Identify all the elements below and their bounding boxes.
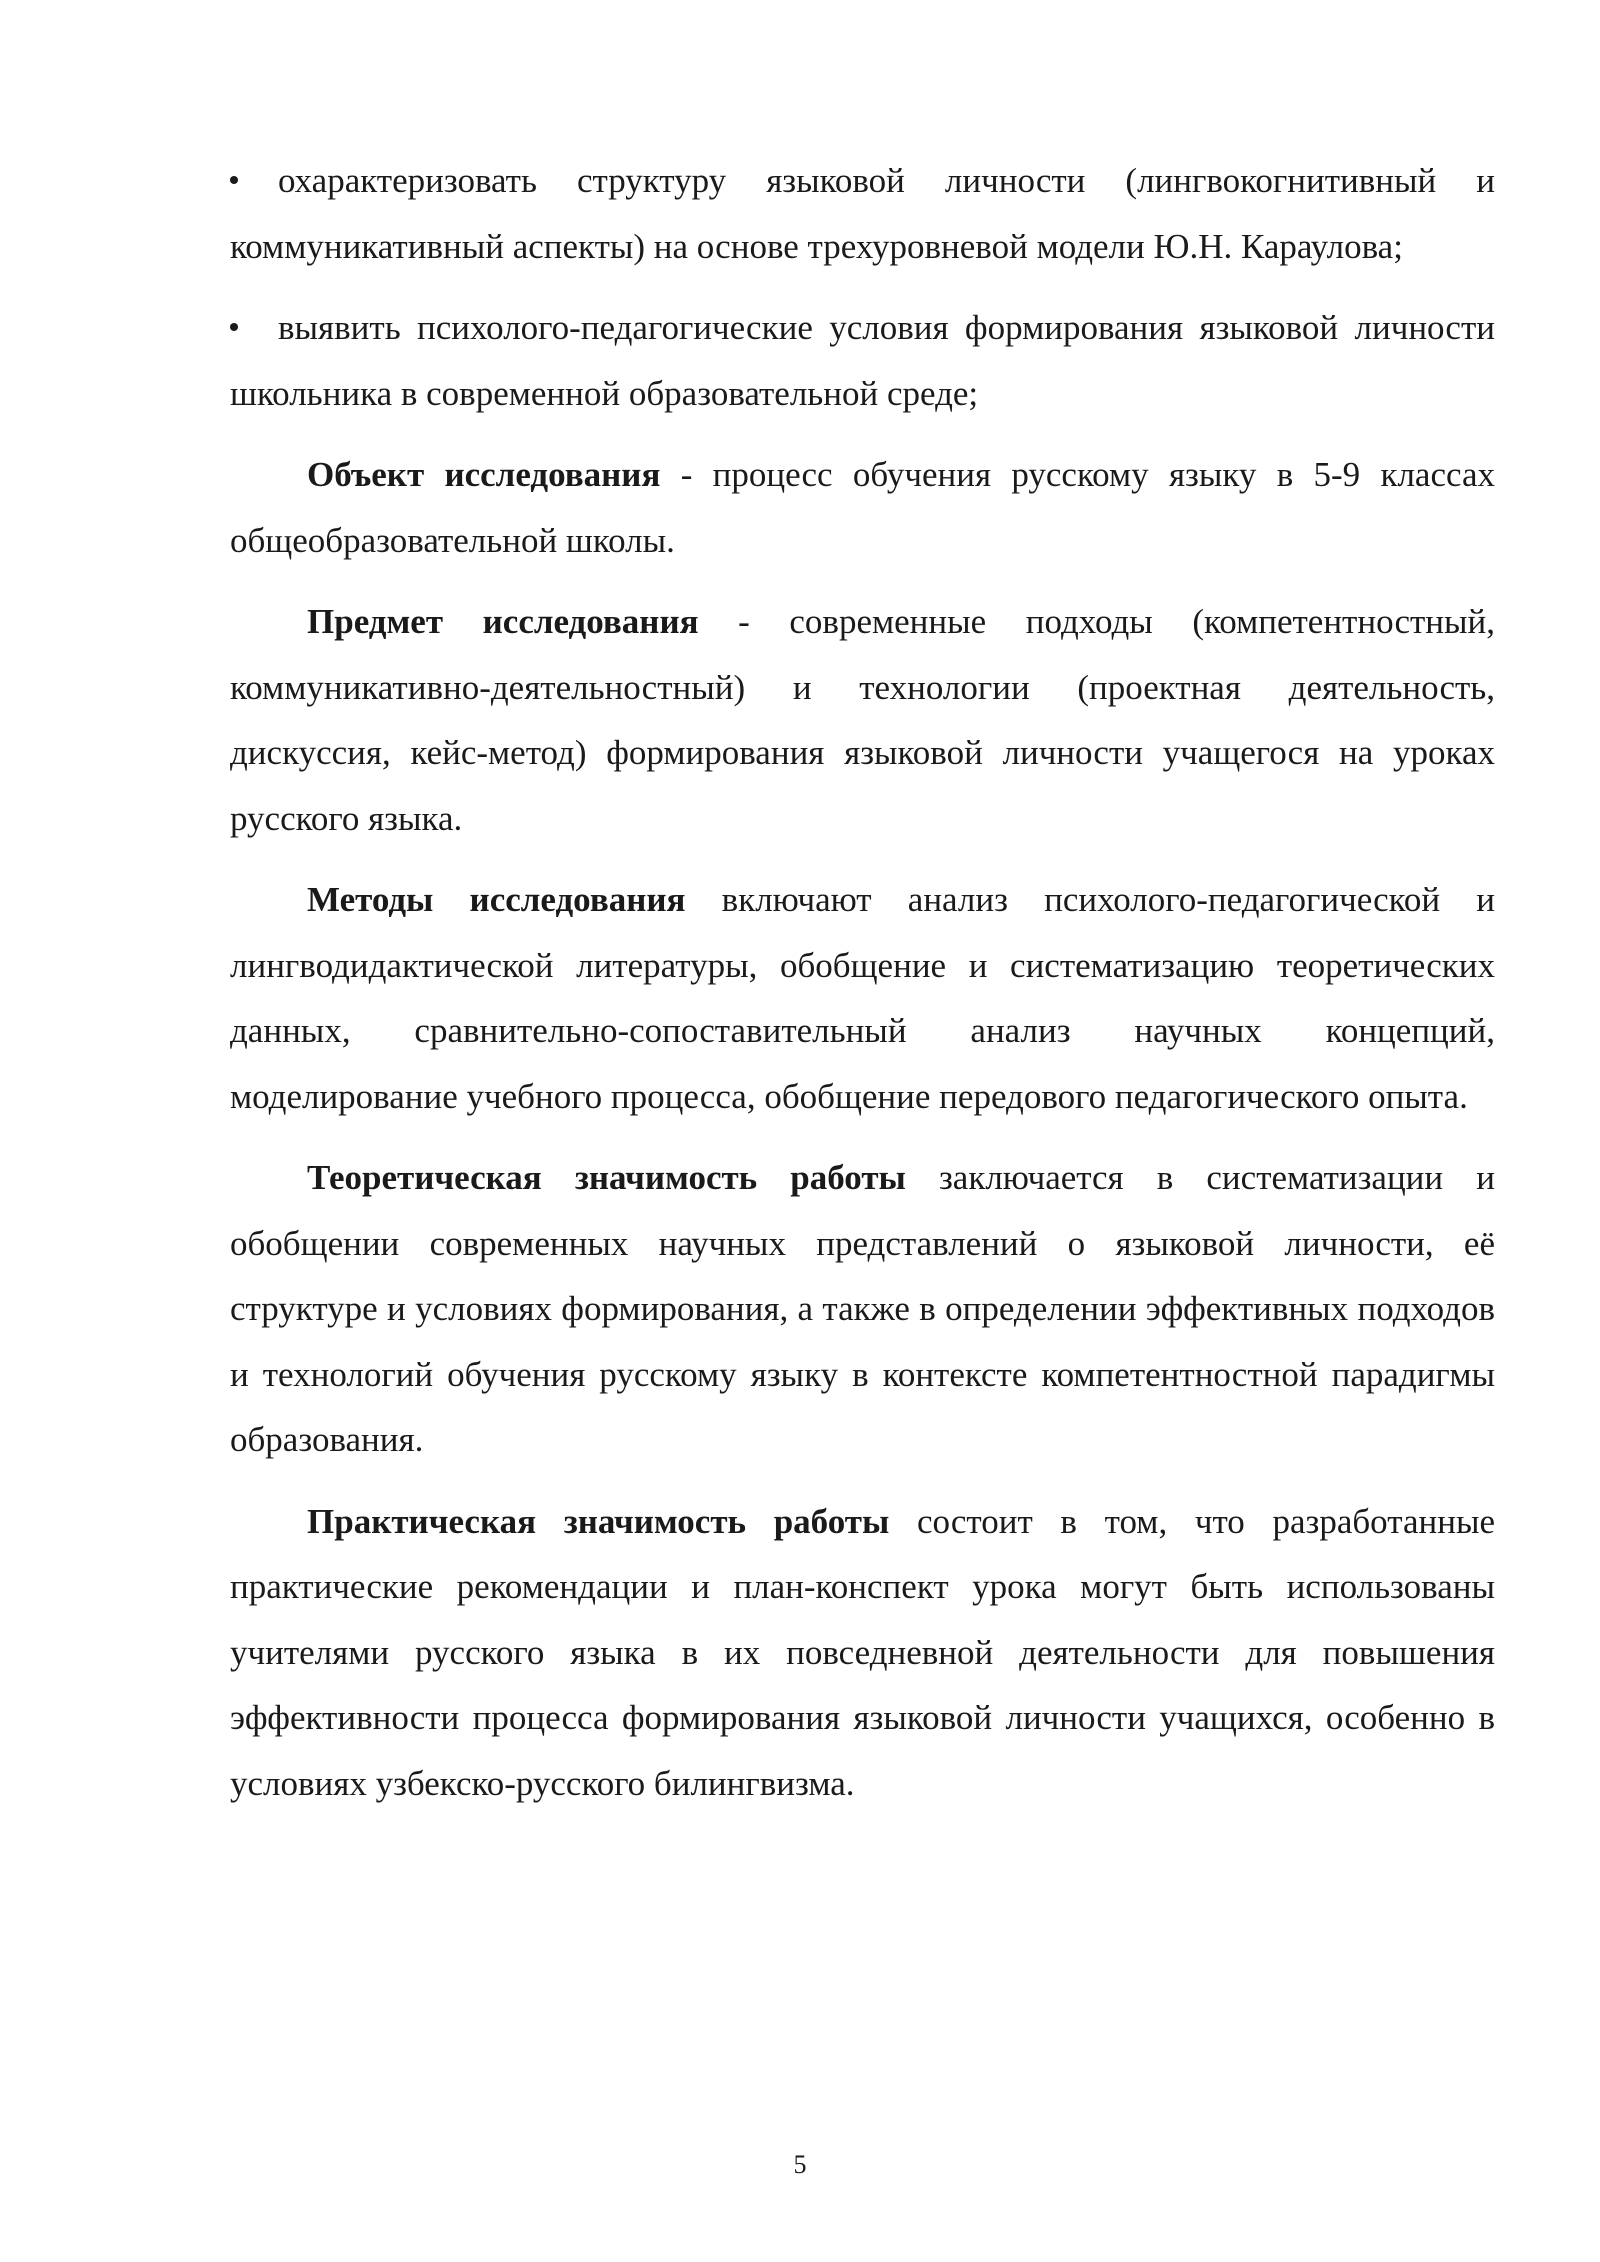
paragraph-text: заключается в систематизации и обобщении современных научных представлений о языковой личности, её структуре и условиях формирования, а также в определении эффективных подходов и технологий обучения русскому языку в контексте компетентностной парадигмы образования. [230, 1158, 1495, 1459]
bullet-text: выявить психолого-педагогические условия формирования языковой личности школьника в современной образовательной среде; [230, 308, 1495, 413]
paragraph-text: - современные подходы (компетентностный, коммуникативно-деятельностный) и технологии (проектная деятельность, дискуссия, кейс-метод) формирования языковой личности учащегося на уроках русского языка. [230, 602, 1496, 838]
bullet-text: охарактеризовать структуру языковой личности (лингвокогнитивный и коммуникативный аспекты) на основе трехуровневой модели Ю.Н. Караулова; [230, 161, 1495, 266]
paragraph-term: Объект исследования [307, 455, 661, 494]
paragraph-term: Практическая значимость работы [307, 1501, 890, 1541]
bullet-icon [230, 176, 238, 184]
paragraph-research-subject [230, 589, 1495, 851]
paragraph-research-object [230, 442, 1495, 573]
page-body [230, 148, 1495, 1832]
paragraph-theoretical-significance [230, 1145, 1495, 1473]
paragraph-text: - процесс обучения русскому языку в 5-9 классах общеобразовательной школы. [230, 455, 1495, 560]
paragraph-text: включают анализ психолого-педагогической и лингводидактической литературы, обобщение и систематизацию теоретических данных, сравнительно-сопоставительный анализ научных концепций, моделирование учебного процесса, обобщение передового педагогического опыта. [230, 880, 1496, 1116]
page-number: 5 [793, 2150, 807, 2179]
bullet-item-conditions [230, 295, 1495, 426]
paragraph-term: Методы исследования [307, 880, 686, 919]
paragraph-research-methods [230, 867, 1495, 1129]
paragraph-term: Теоретическая значимость работы [307, 1158, 906, 1197]
bullet-item-structure [230, 148, 1495, 279]
paragraph-term: Предмет исследования [307, 602, 699, 641]
paragraph-practical-significance [230, 1489, 1495, 1817]
bullet-icon [230, 323, 238, 331]
paragraph-text: состоит в том, что разработанные практические рекомендации и план-конспект урока могут быть использованы учителями русского языка в их повседневной деятельности для повышения эффективности процесса формирования языковой личности учащихся, особенно в условиях узбекско-русского билингвизма. [230, 1501, 1495, 1803]
